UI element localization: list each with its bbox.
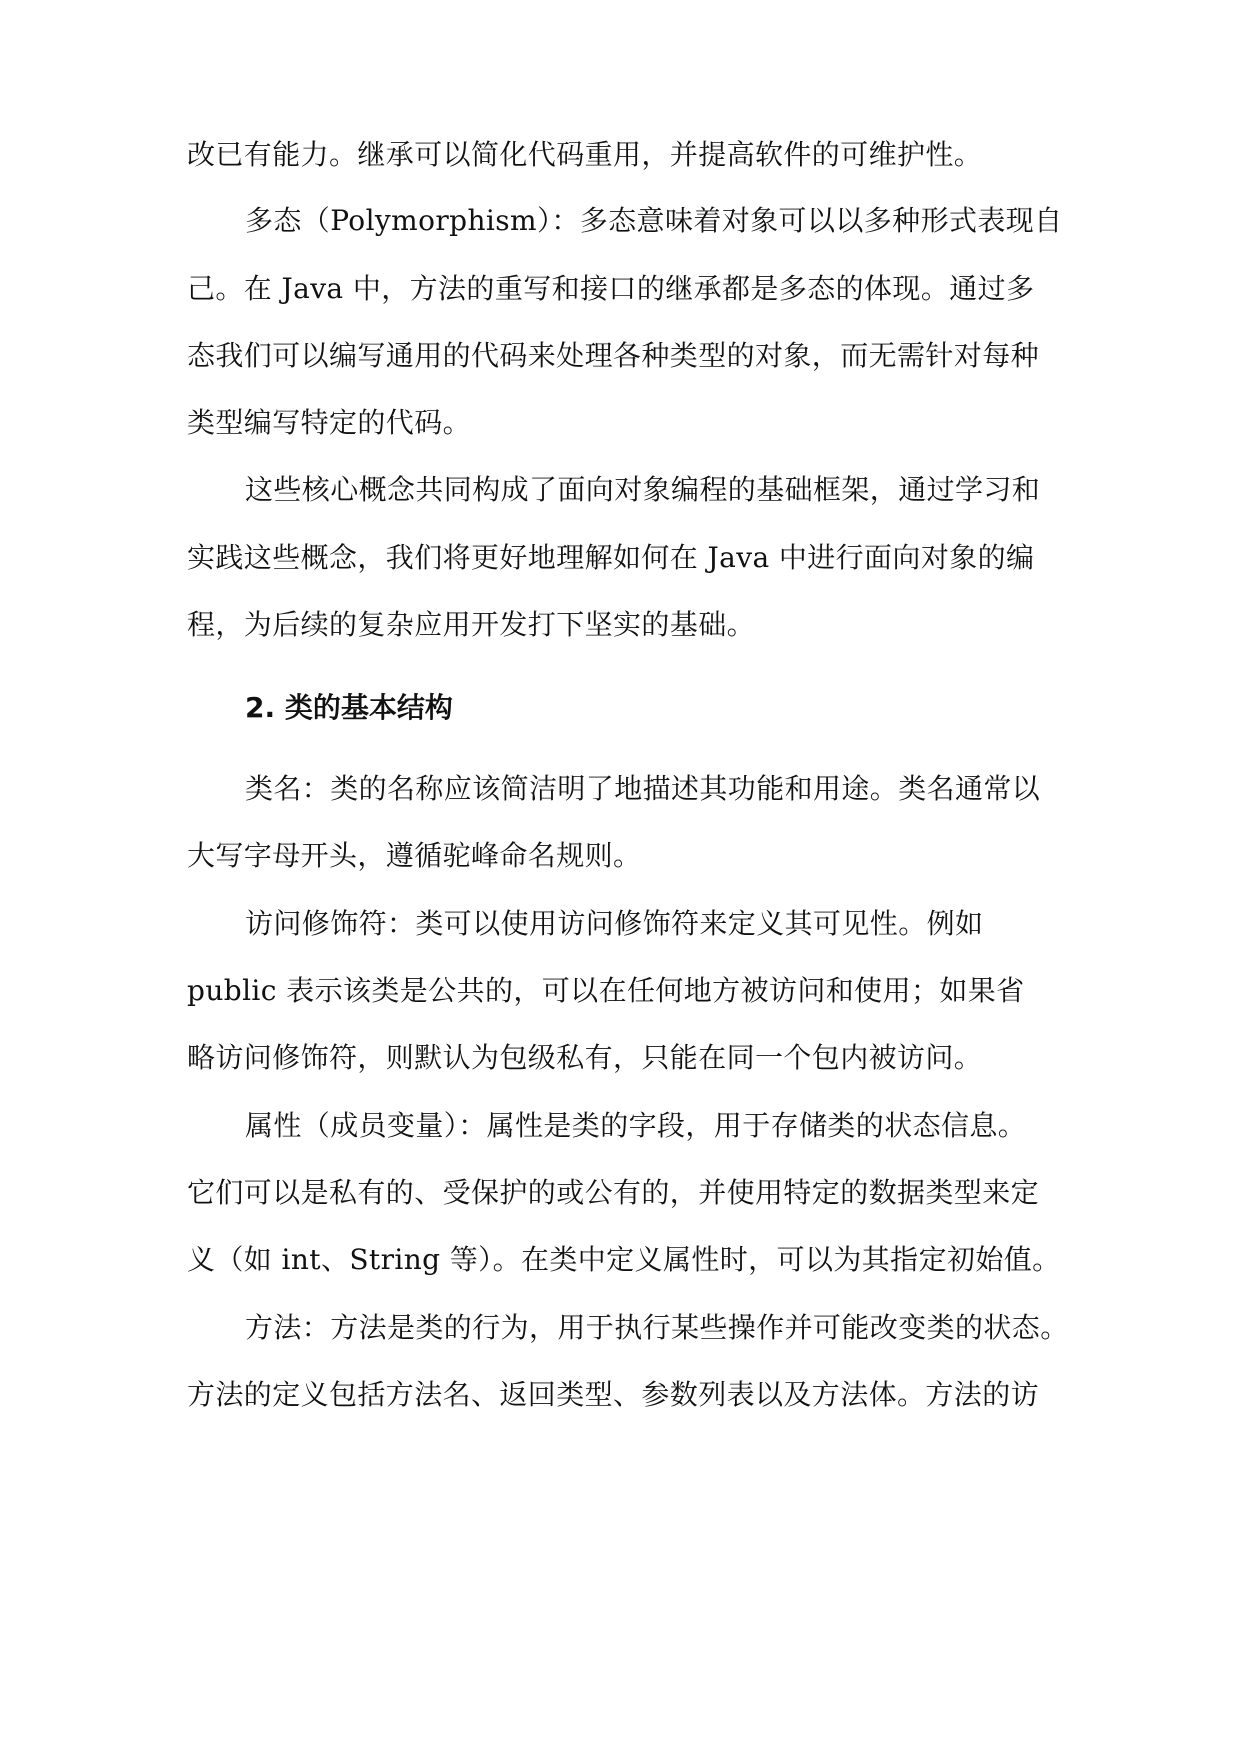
text-line: 方法的定义包括方法名、返回类型、参数列表以及方法体。方法的访 xyxy=(187,1378,1040,1411)
text-line: 己。在 Java 中，方法的重写和接口的继承都是多态的体现。通过多 xyxy=(187,272,1035,305)
text-line: 访问修饰符：类可以使用访问修饰符来定义其可见性。例如 xyxy=(245,907,984,940)
text-line: 它们可以是私有的、受保护的或公有的，并使用特定的数据类型来定 xyxy=(187,1176,1040,1209)
text-line: 义（如 int、String 等）。在类中定义属性时，可以为其指定初始值。 xyxy=(187,1243,1061,1276)
text-line: 类名：类的名称应该简洁明了地描述其功能和用途。类名通常以 xyxy=(245,772,1041,805)
section-heading: 2. 类的基本结构 xyxy=(245,691,453,724)
text-line: 多态（Polymorphism）：多态意味着对象可以以多种形式表现自 xyxy=(245,204,1063,237)
text-line: 程，为后续的复杂应用开发打下坚实的基础。 xyxy=(187,608,756,641)
text-line: 改已有能力。继承可以简化代码重用，并提高软件的可维护性。 xyxy=(187,138,983,171)
text-line: 态我们可以编写通用的代码来处理各种类型的对象，而无需针对每种 xyxy=(187,339,1040,372)
text-line: 这些核心概念共同构成了面向对象编程的基础框架，通过学习和 xyxy=(245,473,1041,506)
text-line: 实践这些概念，我们将更好地理解如何在 Java 中进行面向对象的编 xyxy=(187,541,1035,574)
text-line: 大写字母开头，遵循驼峰命名规则。 xyxy=(187,839,642,872)
text-line: 属性（成员变量）：属性是类的字段，用于存储类的状态信息。 xyxy=(245,1109,1027,1142)
text-line: public 表示该类是公共的，可以在任何地方被访问和使用；如果省 xyxy=(187,974,1025,1007)
text-line: 方法：方法是类的行为，用于执行某些操作并可能改变类的状态。 xyxy=(245,1311,1069,1344)
text-line: 类型编写特定的代码。 xyxy=(187,406,472,439)
text-line: 略访问修饰符，则默认为包级私有，只能在同一个包内被访问。 xyxy=(187,1041,983,1074)
